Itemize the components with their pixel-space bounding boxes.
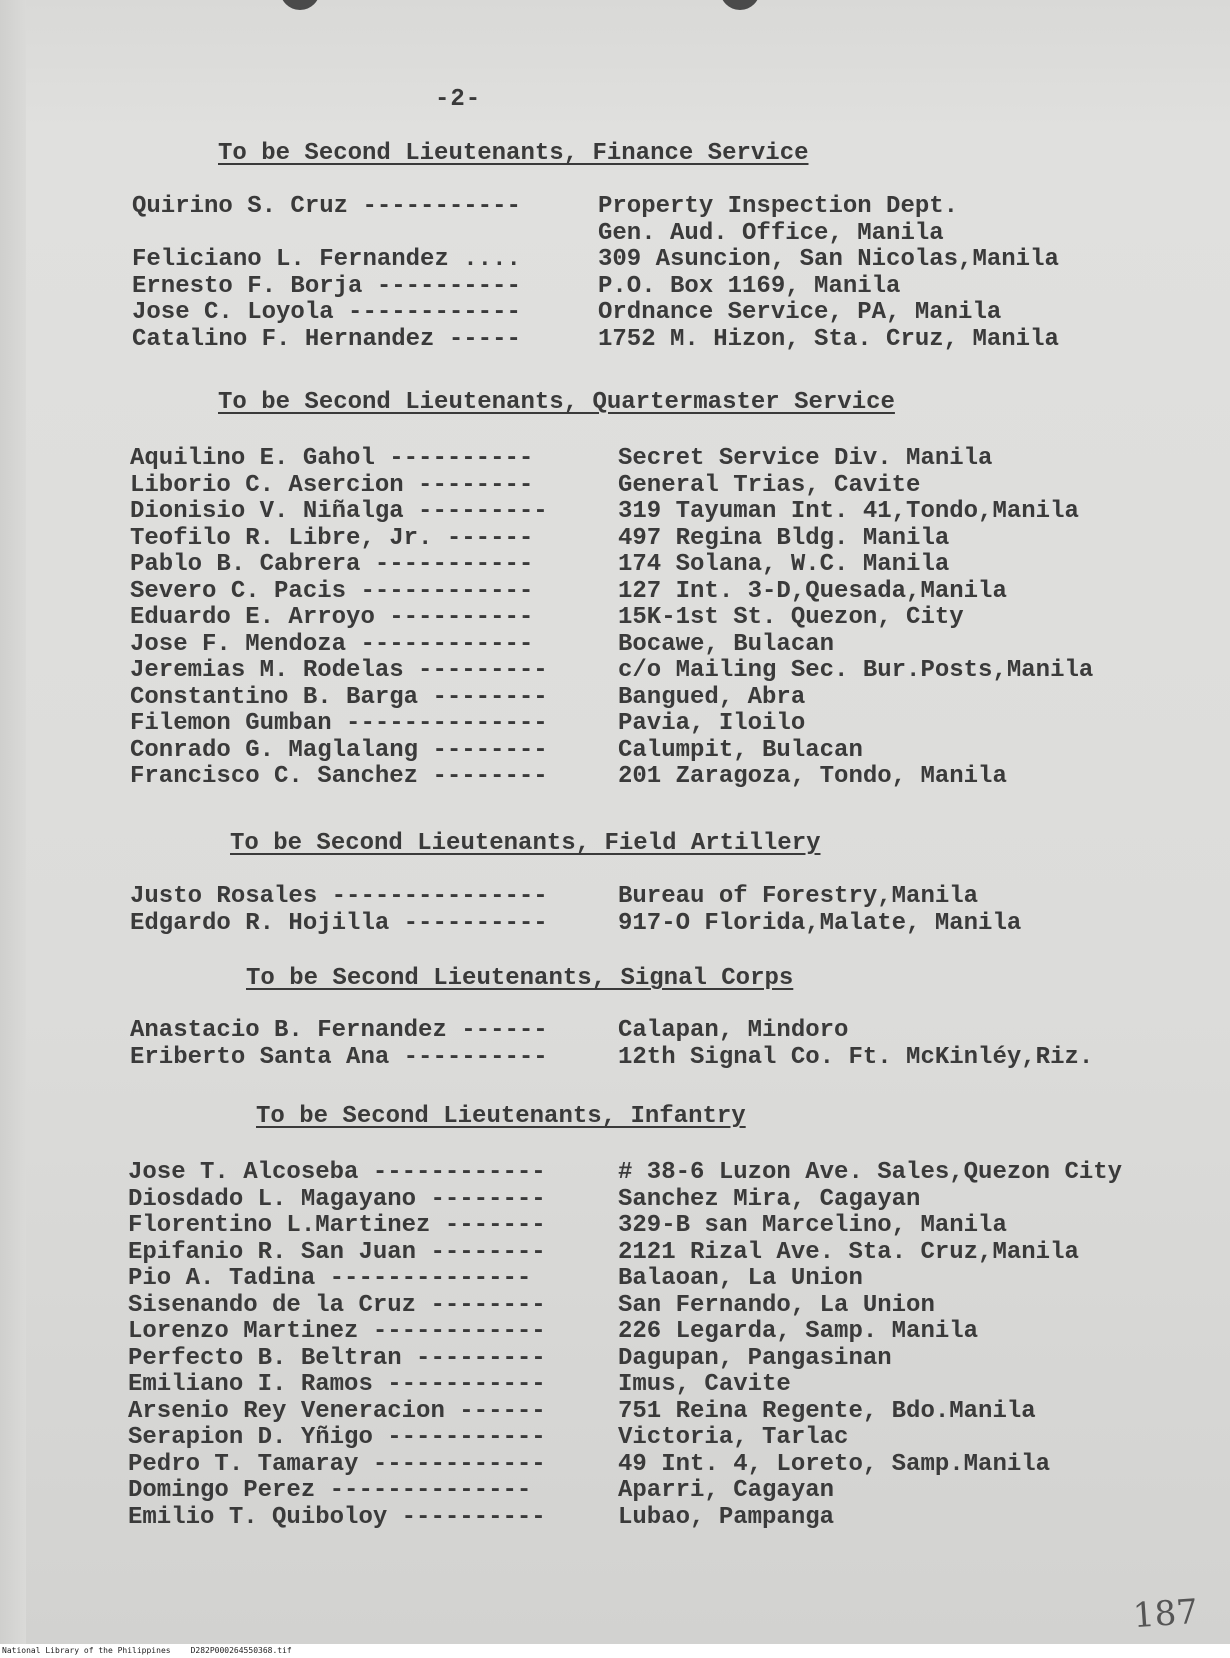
- leader-dashes: --------: [403, 471, 534, 499]
- scan-footer: [0, 1644, 1230, 1658]
- officer-name-text: Justo Rosales: [130, 883, 318, 910]
- officer-address: 917-O Florida,Malate, Manila: [618, 909, 1022, 937]
- officer-name-text: Florentino L.Martinez: [128, 1212, 431, 1239]
- officer-name: [130, 738, 548, 765]
- list-item: [132, 274, 1132, 301]
- officer-name: [130, 632, 533, 659]
- officer-address: 2121 Rizal Ave. Sta. Cruz,Manila: [618, 1238, 1079, 1266]
- officer-address: 12th Signal Co. Ft. McKinléy,Riz.: [618, 1043, 1094, 1071]
- leader-dashes: --------: [418, 683, 548, 711]
- list-item: [130, 605, 1190, 632]
- field-artillery-list: [130, 884, 1190, 937]
- officer-address: 15K-1st St. Quezon, City: [618, 604, 964, 631]
- officer-address: 127 Int. 3-D,Quesada,Manila: [618, 577, 1007, 605]
- signal-corps-list: [130, 1018, 1190, 1071]
- leader-dashes: --------: [416, 1238, 546, 1266]
- officer-name: [128, 1240, 546, 1267]
- officer-name: [132, 327, 521, 354]
- heading-signal-corps: To be Second Lieutenants, Signal Corps: [246, 965, 794, 992]
- heading-infantry: To be Second Lieutenants, Infantry: [256, 1103, 746, 1130]
- leader-dashes: --------: [418, 736, 548, 764]
- list-item: [128, 1505, 1218, 1532]
- officer-name-text: Pablo B. Cabrera: [130, 551, 361, 578]
- list-item: [128, 1187, 1218, 1214]
- officer-name-text: Aquilino E. Gahol: [130, 445, 375, 472]
- officer-address: Bangued, Abra: [618, 683, 806, 711]
- officer-address: Balaoan, La Union: [618, 1265, 863, 1292]
- officer-address: 201 Zaragoza, Tondo, Manila: [618, 763, 1007, 790]
- list-item: [130, 658, 1190, 685]
- officer-address: Bocawe, Bulacan: [618, 630, 835, 658]
- officer-address: 1752 M. Hizon, Sta. Cruz, Manila: [598, 325, 1059, 353]
- leader-dashes: ....: [448, 246, 521, 273]
- list-item: [130, 632, 1190, 659]
- list-item: [130, 446, 1190, 473]
- officer-name-text: Diosdado L. Magayano: [128, 1185, 417, 1213]
- list-item: [128, 1240, 1218, 1267]
- officer-name-text: Lorenzo Martinez: [128, 1318, 359, 1345]
- officer-address: 319 Tayuman Int. 41,Tondo,Manila: [618, 498, 1079, 525]
- officer-address: Sanchez Mira, Cagayan: [618, 1185, 921, 1213]
- officer-address: 309 Asuncion, San Nicolas,Manila: [598, 246, 1059, 273]
- officer-name: [130, 658, 548, 685]
- officer-address: Property Inspection Dept.: [598, 193, 959, 220]
- officer-name: [128, 1399, 546, 1426]
- officer-name: [128, 1160, 546, 1187]
- leader-dashes: ---------: [403, 657, 548, 684]
- officer-name: [130, 605, 533, 632]
- leader-dashes: --------------: [315, 1477, 532, 1504]
- officer-name-text: Pedro T. Tamaray: [128, 1450, 359, 1478]
- officer-name-text: Catalino F. Hernandez: [132, 325, 435, 353]
- leader-dashes: ------------: [346, 577, 534, 605]
- officer-name-text: Eriberto Santa Ana: [130, 1043, 390, 1071]
- officer-name: [130, 685, 548, 712]
- list-item: [128, 1213, 1218, 1240]
- list-item: [128, 1372, 1218, 1399]
- leader-dashes: -----------: [372, 1424, 546, 1451]
- leader-dashes: ----------: [387, 1503, 546, 1531]
- list-item: [130, 1045, 1190, 1072]
- officer-name: [128, 1505, 546, 1532]
- leader-dashes: -----------: [372, 1371, 546, 1398]
- officer-name: [130, 526, 533, 553]
- binder-hole-left: [280, 0, 320, 10]
- officer-name-text: Filemon Gumban: [130, 710, 332, 737]
- officer-name: [128, 1213, 546, 1240]
- list-item: [128, 1399, 1218, 1426]
- officer-name: [128, 1293, 546, 1320]
- leader-dashes: -------: [430, 1212, 546, 1239]
- leader-dashes: --------------: [315, 1265, 532, 1292]
- officer-address: 174 Solana, W.C. Manila: [618, 551, 950, 578]
- leader-dashes: ------------: [358, 1318, 546, 1345]
- list-item: [130, 685, 1190, 712]
- officer-name: [130, 884, 548, 911]
- officer-address: Lubao, Pampanga: [618, 1503, 835, 1531]
- officer-address: 751 Reina Regente, Bdo.Manila: [618, 1397, 1036, 1425]
- page-number: -2-: [435, 86, 482, 113]
- officer-name-text: Edgardo R. Hojilla: [130, 909, 390, 937]
- list-item: [130, 579, 1190, 606]
- leader-dashes: ----------: [389, 1043, 548, 1071]
- list-item: [128, 1293, 1218, 1320]
- officer-name-text: Arsenio Rey Veneracion: [128, 1397, 445, 1425]
- officer-address: c/o Mailing Sec. Bur.Posts,Manila: [618, 657, 1094, 684]
- list-item: [132, 327, 1132, 354]
- officer-name-text: Domingo Perez: [128, 1477, 316, 1504]
- officer-address: General Trias, Cavite: [618, 471, 921, 499]
- list-item: [130, 1018, 1190, 1045]
- officer-address: 329-B san Marcelino, Manila: [618, 1212, 1007, 1239]
- officer-name: [132, 300, 521, 327]
- handwritten-page-count: 187: [1131, 1591, 1200, 1637]
- officer-name-text: Emiliano I. Ramos: [128, 1371, 373, 1398]
- officer-name: [132, 247, 521, 274]
- officer-name-text: Perfecto B. Beltran: [128, 1344, 402, 1372]
- leader-dashes: -----------: [360, 551, 534, 578]
- heading-field-artillery: To be Second Lieutenants, Field Artillery: [230, 830, 821, 857]
- officer-name: [130, 446, 533, 473]
- officer-name-text: Pio A. Tadina: [128, 1265, 316, 1292]
- leader-dashes: -----------: [348, 193, 521, 220]
- officer-name-text: Francisco C. Sanchez: [130, 763, 419, 790]
- officer-name-text: Dionisio V. Niñalga: [130, 498, 404, 525]
- list-item: [128, 1319, 1218, 1346]
- leader-dashes: --------------: [331, 710, 548, 737]
- officer-address: Ordnance Service, PA, Manila: [598, 299, 1002, 326]
- officer-address: Pavia, Iloilo: [618, 710, 806, 737]
- officer-name-text: Epifanio R. San Juan: [128, 1238, 417, 1266]
- binder-hole-right: [720, 0, 760, 10]
- scan-edge: [0, 0, 26, 1658]
- infantry-list: [128, 1160, 1218, 1531]
- leader-dashes: --------: [416, 1291, 546, 1319]
- list-item: [132, 300, 1132, 327]
- leader-dashes: --------: [418, 763, 548, 790]
- officer-address: Aparri, Cagayan: [618, 1477, 835, 1504]
- officer-name: [130, 1045, 548, 1072]
- list-item: [130, 526, 1190, 553]
- officer-name-text: Anastacio B. Fernandez: [130, 1017, 447, 1044]
- officer-name-text: Jose F. Mendoza: [130, 630, 347, 658]
- officer-name: [130, 473, 533, 500]
- officer-address: Victoria, Tarlac: [618, 1424, 849, 1451]
- heading-finance-service: To be Second Lieutenants, Finance Service: [218, 140, 809, 167]
- footer-source: National Library of the Philippines: [2, 1646, 171, 1655]
- officer-address: Bureau of Forestry,Manila: [618, 883, 979, 910]
- officer-name-text: Jose T. Alcoseba: [128, 1159, 359, 1186]
- leader-dashes: ------------: [333, 299, 521, 326]
- leader-dashes: ---------: [403, 498, 548, 525]
- officer-name: [130, 764, 548, 791]
- officer-name: [132, 194, 521, 221]
- leader-dashes: ------: [446, 1017, 548, 1044]
- officer-name-text: Teofilo R. Libre, Jr.: [130, 524, 433, 552]
- list-item: [130, 884, 1190, 911]
- list-item: [132, 247, 1132, 274]
- list-item: [130, 552, 1190, 579]
- list-item: [128, 1425, 1218, 1452]
- officer-address: P.O. Box 1169, Manila: [598, 272, 901, 300]
- leader-dashes: ----------: [362, 272, 521, 300]
- officer-name: [128, 1266, 531, 1293]
- officer-address: Secret Service Div. Manila: [618, 445, 993, 472]
- list-item: [130, 911, 1190, 938]
- leader-dashes: ---------------: [317, 883, 548, 910]
- officer-name-text: Constantino B. Barga: [130, 683, 419, 711]
- officer-address: Calumpit, Bulacan: [618, 736, 863, 764]
- officer-name: [128, 1187, 546, 1214]
- footer-file-name: D282P000264550368.tif: [190, 1646, 292, 1655]
- officer-address: 49 Int. 4, Loreto, Samp.Manila: [618, 1450, 1051, 1478]
- list-item: [130, 711, 1190, 738]
- list-item: [130, 473, 1190, 500]
- officer-name: [132, 274, 521, 301]
- leader-dashes: ---------: [401, 1344, 546, 1372]
- officer-name: [128, 1478, 531, 1505]
- leader-dashes: ------: [432, 524, 534, 552]
- officer-name-text: Conrado G. Maglalang: [130, 736, 419, 764]
- list-item: [128, 1266, 1218, 1293]
- officer-name: [128, 1372, 546, 1399]
- list-item: [130, 499, 1190, 526]
- list-item: [132, 221, 1132, 248]
- officer-name: [128, 1319, 546, 1346]
- officer-address: 226 Legarda, Samp. Manila: [618, 1318, 979, 1345]
- officer-name-text: Jeremias M. Rodelas: [130, 657, 404, 684]
- list-item: [132, 194, 1132, 221]
- list-item: [130, 764, 1190, 791]
- officer-name: [130, 552, 533, 579]
- quartermaster-service-list: [130, 446, 1190, 791]
- officer-name-text: Sisenando de la Cruz: [128, 1291, 417, 1319]
- officer-name: [128, 1425, 546, 1452]
- list-item: [128, 1478, 1218, 1505]
- officer-name-text: Jose C. Loyola: [132, 299, 334, 326]
- officer-name-text: Severo C. Pacis: [130, 577, 347, 605]
- officer-address: Dagupan, Pangasinan: [618, 1344, 892, 1372]
- leader-dashes: ------------: [346, 630, 534, 658]
- finance-service-list: [132, 194, 1132, 353]
- leader-dashes: ------------: [358, 1450, 546, 1478]
- list-item: [128, 1346, 1218, 1373]
- officer-name-text: Serapion D. Yñigo: [128, 1424, 373, 1451]
- leader-dashes: ------------: [358, 1159, 546, 1186]
- officer-name: [130, 711, 548, 738]
- officer-name: [128, 1452, 546, 1479]
- officer-name: [130, 1018, 548, 1045]
- officer-address: Imus, Cavite: [618, 1371, 791, 1398]
- list-item: [128, 1452, 1218, 1479]
- officer-name-text: Eduardo E. Arroyo: [130, 604, 375, 631]
- leader-dashes: ------: [444, 1397, 546, 1425]
- leader-dashes: ----------: [374, 445, 534, 472]
- officer-address: # 38-6 Luzon Ave. Sales,Quezon City: [618, 1159, 1123, 1186]
- officer-name-text: Emilio T. Quiboloy: [128, 1503, 388, 1531]
- officer-name: [130, 499, 548, 526]
- heading-quartermaster-service: To be Second Lieutenants, Quartermaster Service: [218, 389, 895, 416]
- list-item: [128, 1160, 1218, 1187]
- leader-dashes: --------: [416, 1185, 546, 1213]
- officer-name-text: Ernesto F. Borja: [132, 272, 363, 300]
- officer-address: San Fernando, La Union: [618, 1291, 935, 1319]
- list-item: [130, 738, 1190, 765]
- leader-dashes: ----------: [374, 604, 534, 631]
- officer-name-text: Liborio C. Asercion: [130, 471, 404, 499]
- officer-name-text: Feliciano L. Fernandez: [132, 246, 449, 273]
- leader-dashes: ----------: [389, 909, 548, 937]
- officer-name: [130, 911, 548, 938]
- officer-address: Calapan, Mindoro: [618, 1017, 849, 1044]
- officer-name-text: Quirino S. Cruz: [132, 193, 349, 220]
- officer-name: [128, 1346, 546, 1373]
- officer-address: Gen. Aud. Office, Manila: [598, 219, 944, 247]
- officer-name: [130, 579, 533, 606]
- leader-dashes: -----: [434, 325, 521, 353]
- officer-address: 497 Regina Bldg. Manila: [618, 524, 950, 552]
